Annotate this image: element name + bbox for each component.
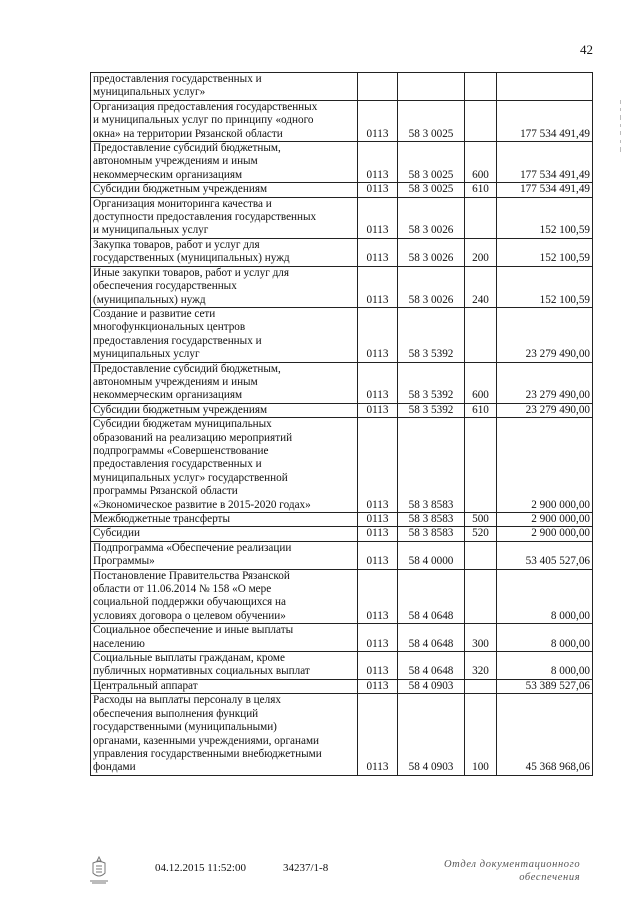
- row-name-cell: [91, 197, 358, 238]
- target-article-cell: 58 4 0648: [398, 624, 465, 652]
- expense-type-cell: 520: [465, 527, 497, 541]
- expense-type-cell: [465, 679, 497, 693]
- section-code-cell: 0113: [358, 569, 398, 624]
- row-name-line: Предоставление субсидий бюджетным,: [93, 362, 281, 375]
- amount-cell: 177 534 491,49: [497, 142, 593, 183]
- expense-type-cell: 600: [465, 362, 497, 403]
- row-name-cell: [91, 527, 358, 541]
- row-name-line: и муниципальных услуг: [93, 224, 209, 237]
- expense-type-cell: 610: [465, 403, 497, 417]
- table-row: [91, 362, 593, 403]
- amount-cell: 53 389 527,06: [497, 679, 593, 693]
- section-code-cell: [358, 73, 398, 101]
- row-name-cell: [91, 624, 358, 652]
- amount-cell: 23 279 490,00: [497, 362, 593, 403]
- table-row: [91, 541, 593, 569]
- section-code-cell: 0113: [358, 307, 398, 362]
- row-name-line: подпрограммы «Совершенствование: [93, 444, 269, 457]
- row-name-line: доступности предоставления государственных: [93, 211, 317, 224]
- budget-table-body: [91, 73, 593, 776]
- row-name-line: муниципальных услуг»: [93, 86, 206, 99]
- expense-type-cell: 300: [465, 624, 497, 652]
- footer-department-line1: Отдел документационного: [444, 859, 581, 870]
- row-name-line: и муниципальных услуг по принципу «одного: [93, 114, 314, 127]
- target-article-cell: 58 4 0648: [398, 569, 465, 624]
- expense-type-cell: 100: [465, 694, 497, 775]
- row-name-cell: [91, 100, 358, 141]
- footer-doc-number: 34237/1-8: [283, 862, 329, 874]
- row-name-cell: [91, 142, 358, 183]
- row-name-line: публичных нормативных социальных выплат: [93, 665, 310, 678]
- expense-type-cell: [465, 307, 497, 362]
- row-name-line: (муниципальных) нужд: [93, 293, 206, 306]
- row-name-line: предоставления государственных и: [93, 73, 262, 85]
- row-name-line: окна» на территории Рязанской области: [93, 127, 283, 140]
- amount-cell: 2 900 000,00: [497, 513, 593, 527]
- target-article-cell: 58 3 0026: [398, 266, 465, 307]
- amount-cell: 152 100,59: [497, 197, 593, 238]
- amount-cell: 152 100,59: [497, 238, 593, 266]
- amount-cell: 23 279 490,00: [497, 403, 593, 417]
- footer-department-stamp: [444, 858, 580, 884]
- row-name-cell: [91, 541, 358, 569]
- row-name-cell: [91, 183, 358, 197]
- target-article-cell: [398, 73, 465, 101]
- section-code-cell: 0113: [358, 100, 398, 141]
- expense-type-cell: [465, 541, 497, 569]
- row-name-cell: [91, 362, 358, 403]
- expense-type-cell: 610: [465, 183, 497, 197]
- expense-type-cell: 320: [465, 652, 497, 680]
- amount-cell: [497, 73, 593, 101]
- row-name-line: обеспечения выполнения функций: [93, 707, 259, 720]
- expense-type-cell: 600: [465, 142, 497, 183]
- row-name-line: некоммерческим организациям: [93, 389, 243, 402]
- row-name-line: Организация мониторинга качества и: [93, 197, 272, 210]
- row-name-cell: [91, 73, 358, 101]
- row-name-line: Субсидии бюджетным учреждениям: [93, 183, 268, 196]
- row-name-line: Создание и развитие сети: [93, 307, 216, 320]
- expense-type-cell: [465, 100, 497, 141]
- section-code-cell: 0113: [358, 652, 398, 680]
- target-article-cell: 58 4 0000: [398, 541, 465, 569]
- target-article-cell: 58 3 5392: [398, 362, 465, 403]
- section-code-cell: 0113: [358, 142, 398, 183]
- row-name-line: автономным учреждениям и иным: [93, 155, 258, 168]
- amount-cell: 8 000,00: [497, 652, 593, 680]
- row-name-line: муниципальных услуг: [93, 348, 200, 361]
- row-name-line: Иные закупки товаров, работ и услуг для: [93, 266, 290, 279]
- table-row: [91, 307, 593, 362]
- section-code-cell: 0113: [358, 238, 398, 266]
- row-name-line: социальной поддержки обучающихся на: [93, 596, 286, 609]
- row-name-cell: [91, 418, 358, 513]
- section-code-cell: 0113: [358, 403, 398, 417]
- amount-cell: 8 000,00: [497, 569, 593, 624]
- target-article-cell: 58 4 0903: [398, 679, 465, 693]
- expense-type-cell: 500: [465, 513, 497, 527]
- section-code-cell: 0113: [358, 197, 398, 238]
- table-row: [91, 238, 593, 266]
- section-code-cell: 0113: [358, 513, 398, 527]
- row-name-line: населению: [93, 637, 145, 650]
- amount-cell: 23 279 490,00: [497, 307, 593, 362]
- row-name-cell: [91, 513, 358, 527]
- row-name-line: государственными (муниципальными): [93, 721, 277, 734]
- table-row: [91, 624, 593, 652]
- section-code-cell: 0113: [358, 624, 398, 652]
- target-article-cell: 58 3 0025: [398, 100, 465, 141]
- row-name-line: Постановление Правительства Рязанской: [93, 569, 290, 582]
- row-name-line: Социальное обеспечение и иные выплаты: [93, 624, 294, 637]
- table-row: [91, 73, 593, 101]
- amount-cell: 53 405 527,06: [497, 541, 593, 569]
- row-name-line: области от 11.06.2014 № 158 «О мере: [93, 583, 272, 596]
- section-code-cell: 0113: [358, 266, 398, 307]
- table-row: [91, 679, 593, 693]
- table-row: [91, 652, 593, 680]
- row-name-line: Субсидии бюджетам муниципальных: [93, 418, 272, 431]
- target-article-cell: 58 3 0026: [398, 197, 465, 238]
- amount-cell: 2 900 000,00: [497, 527, 593, 541]
- page-number: 42: [580, 42, 593, 57]
- row-name-line: Расходы на выплаты персоналу в целях: [93, 694, 281, 707]
- row-name-line: обеспечения государственных: [93, 280, 237, 293]
- row-name-line: условиях договора о целевом обучении»: [93, 609, 286, 622]
- table-row: [91, 513, 593, 527]
- amount-cell: 45 368 968,06: [497, 694, 593, 775]
- table-row: [91, 418, 593, 513]
- target-article-cell: 58 3 0025: [398, 142, 465, 183]
- row-name-line: государственных (муниципальных) нужд: [93, 252, 290, 265]
- row-name-cell: [91, 266, 358, 307]
- expense-type-cell: [465, 73, 497, 101]
- table-row: [91, 403, 593, 417]
- row-name-line: образований на реализацию мероприятий: [93, 431, 293, 444]
- table-row: [91, 142, 593, 183]
- row-name-line: Программы»: [93, 555, 155, 568]
- expense-type-cell: 240: [465, 266, 497, 307]
- section-code-cell: 0113: [358, 527, 398, 541]
- section-code-cell: 0113: [358, 694, 398, 775]
- amount-cell: 8 000,00: [497, 624, 593, 652]
- row-name-line: Подпрограмма «Обеспечение реализации: [93, 541, 292, 554]
- row-name-line: «Экономическое развитие в 2015-2020 годах»: [93, 498, 311, 511]
- row-name-cell: [91, 679, 358, 693]
- amount-cell: 177 534 491,49: [497, 183, 593, 197]
- row-name-line: управления государственными внебюджетными: [93, 747, 322, 760]
- budget-table: [90, 72, 593, 776]
- row-name-line: фондами: [93, 761, 136, 774]
- row-name-line: Межбюджетные трансферты: [93, 513, 230, 525]
- target-article-cell: 58 3 5392: [398, 403, 465, 417]
- row-name-line: Субсидии бюджетным учреждениям: [93, 403, 268, 416]
- target-article-cell: 58 4 0648: [398, 652, 465, 680]
- section-code-cell: 0113: [358, 418, 398, 513]
- row-name-line: муниципальных услуг» государственной: [93, 471, 288, 484]
- row-name-cell: [91, 569, 358, 624]
- section-code-cell: 0113: [358, 183, 398, 197]
- row-name-cell: [91, 694, 358, 775]
- row-name-line: некоммерческим организациям: [93, 168, 243, 181]
- target-article-cell: 58 3 8583: [398, 513, 465, 527]
- table-row: [91, 527, 593, 541]
- target-article-cell: 58 3 0025: [398, 183, 465, 197]
- target-article-cell: 58 3 0026: [398, 238, 465, 266]
- table-row: [91, 197, 593, 238]
- amount-cell: 177 534 491,49: [497, 100, 593, 141]
- row-name-line: Предоставление субсидий бюджетным,: [93, 142, 281, 155]
- row-name-line: органами, казенными учреждениями, органами: [93, 734, 320, 747]
- footer-department-line2: обеспечения: [519, 872, 581, 883]
- row-name-line: Социальные выплаты гражданам, кроме: [93, 652, 285, 665]
- expense-type-cell: 200: [465, 238, 497, 266]
- row-name-line: Закупка товаров, работ и услуг для: [93, 238, 260, 251]
- expense-type-cell: [465, 418, 497, 513]
- footer-date: 04.12.2015 11:52:00: [155, 862, 246, 874]
- row-name-line: программы Рязанской области: [93, 485, 238, 498]
- row-name-line: многофункциональных центров: [93, 321, 246, 334]
- table-row: [91, 569, 593, 624]
- row-name-line: автономным учреждениям и иным: [93, 375, 258, 388]
- row-name-cell: [91, 307, 358, 362]
- margin-mark: [618, 100, 624, 160]
- table-row: [91, 694, 593, 775]
- row-name-cell: [91, 652, 358, 680]
- expense-type-cell: [465, 569, 497, 624]
- target-article-cell: 58 3 8583: [398, 527, 465, 541]
- row-name-cell: [91, 403, 358, 417]
- target-article-cell: 58 3 8583: [398, 418, 465, 513]
- amount-cell: 152 100,59: [497, 266, 593, 307]
- row-name-line: Организация предоставления государственных: [93, 100, 318, 113]
- section-code-cell: 0113: [358, 362, 398, 403]
- expense-type-cell: [465, 197, 497, 238]
- amount-cell: 2 900 000,00: [497, 418, 593, 513]
- row-name-cell: [91, 238, 358, 266]
- coat-of-arms-icon: [88, 855, 110, 885]
- target-article-cell: 58 3 5392: [398, 307, 465, 362]
- row-name-line: предоставления государственных и: [93, 458, 262, 471]
- table-row: [91, 183, 593, 197]
- table-row: [91, 100, 593, 141]
- table-row: [91, 266, 593, 307]
- target-article-cell: 58 4 0903: [398, 694, 465, 775]
- section-code-cell: 0113: [358, 541, 398, 569]
- row-name-line: Субсидии: [93, 527, 140, 540]
- row-name-line: Центральный аппарат: [93, 679, 198, 692]
- section-code-cell: 0113: [358, 679, 398, 693]
- row-name-line: предоставления государственных и: [93, 334, 262, 347]
